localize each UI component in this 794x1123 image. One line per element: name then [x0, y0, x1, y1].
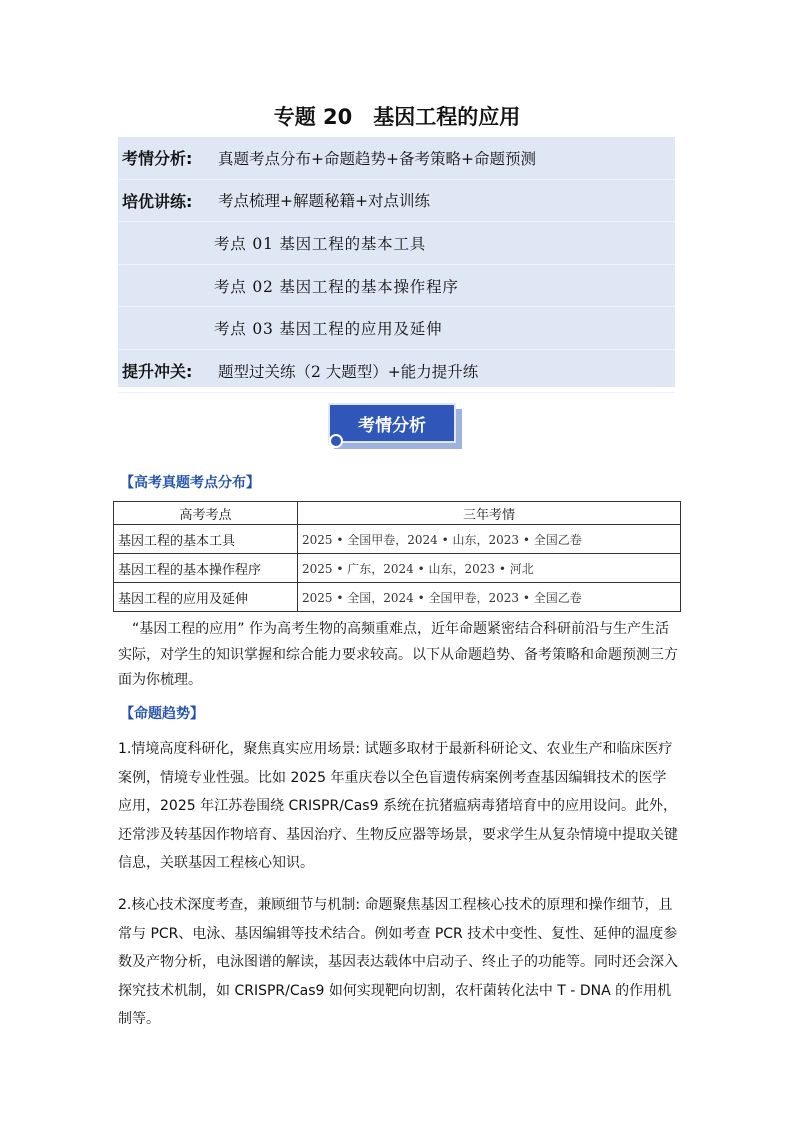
table-cell: 基因工程的基本操作程序 [114, 554, 298, 583]
outline-row [118, 222, 675, 265]
outline-text: 考点 03 基因工程的应用及延伸 [214, 320, 443, 339]
table-row [114, 554, 681, 583]
outline-label: 考情分析: [122, 149, 193, 169]
column-header: 三年考情 [298, 502, 681, 525]
outline-text: 真题考点分布+命题趋势+备考策略+命题预测 [218, 149, 536, 168]
trend-heading: 【命题趋势】 [120, 706, 204, 722]
table-cell: 基因工程的应用及延伸 [114, 583, 298, 612]
table-cell: 2025 • 全国，2024 • 全国甲卷，2023 • 全国乙卷 [298, 583, 681, 612]
outline-row [118, 350, 675, 393]
table-cell: 2025 • 全国甲卷，2024 • 山东，2023 • 全国乙卷 [298, 525, 681, 554]
distribution-table [113, 501, 681, 612]
section-badge [328, 403, 468, 455]
outline-row [118, 265, 675, 308]
outline-row [118, 180, 675, 223]
badge-dot-icon [329, 434, 343, 448]
outline-box [118, 137, 675, 387]
outline-label: 提升冲关: [122, 362, 193, 382]
outline-text: 考点 01 基因工程的基本工具 [214, 234, 427, 253]
outline-text: 考点梳理+解题秘籍+对点训练 [218, 192, 430, 211]
trend-paragraph-1: 1.情境高度科研化，聚焦真实应用场景: 试题多取材于最新科研论文、农业生产和临床医疗案例，情境专业性强。比如 2025 年重庆卷以全色盲遗传病案例考查基因编辑技术的医学应用，2025 年江苏卷围绕 CRISPR/Cas9 系统在抗猪瘟病毒猪培育中的应用设问。此外，还常涉及转基因作物培育、基因治疗、生物反应器等场景，要求学生从复杂情境中提取关键信息，关联基因工程核心知识。 [118, 741, 678, 871]
table-cell: 2025 • 广东，2024 • 山东，2023 • 河北 [298, 554, 681, 583]
table-header-row [114, 502, 681, 525]
outline-label: 培优讲练: [122, 191, 193, 211]
table-row [114, 525, 681, 554]
outline-row [118, 307, 675, 350]
badge-label: 考情分析 [328, 403, 456, 443]
distribution-heading: 【高考真题考点分布】 [120, 475, 260, 491]
page-title: 专题 20 基因工程的应用 [273, 105, 521, 129]
outline-row [118, 137, 675, 180]
trend-paragraph-2: 2.核心技术深度考查，兼顾细节与机制: 命题聚焦基因工程核心技术的原理和操作细节，且常与 PCR、电泳、基因编辑等技术结合。例如考查 PCR 技术中变性、复性、延伸的温度参数及产物分析，电泳图谱的解读，基因表达载体中启动子、终止子的功能等。同时还会深入探究技术机制，如 CRISPR/Cas9 如何实现靶向切割，农杆菌转化法中 T - DNA 的作用机制等。 [118, 897, 678, 1027]
outline-text: 考点 02 基因工程的基本操作程序 [214, 277, 459, 296]
table-cell: 基因工程的基本工具 [114, 525, 298, 554]
outline-text: 题型过关练（2 大题型）+能力提升练 [218, 362, 479, 381]
column-header: 高考考点 [114, 502, 298, 525]
table-row [114, 583, 681, 612]
intro-paragraph: “基因工程的应用” 作为高考生物的高频重难点，近年命题紧密结合科研前沿与生产生活实际，对学生的知识掌握和综合能力要求较高。以下从命题趋势、备考策略和命题预测三方面为你梳理。 [118, 621, 678, 688]
